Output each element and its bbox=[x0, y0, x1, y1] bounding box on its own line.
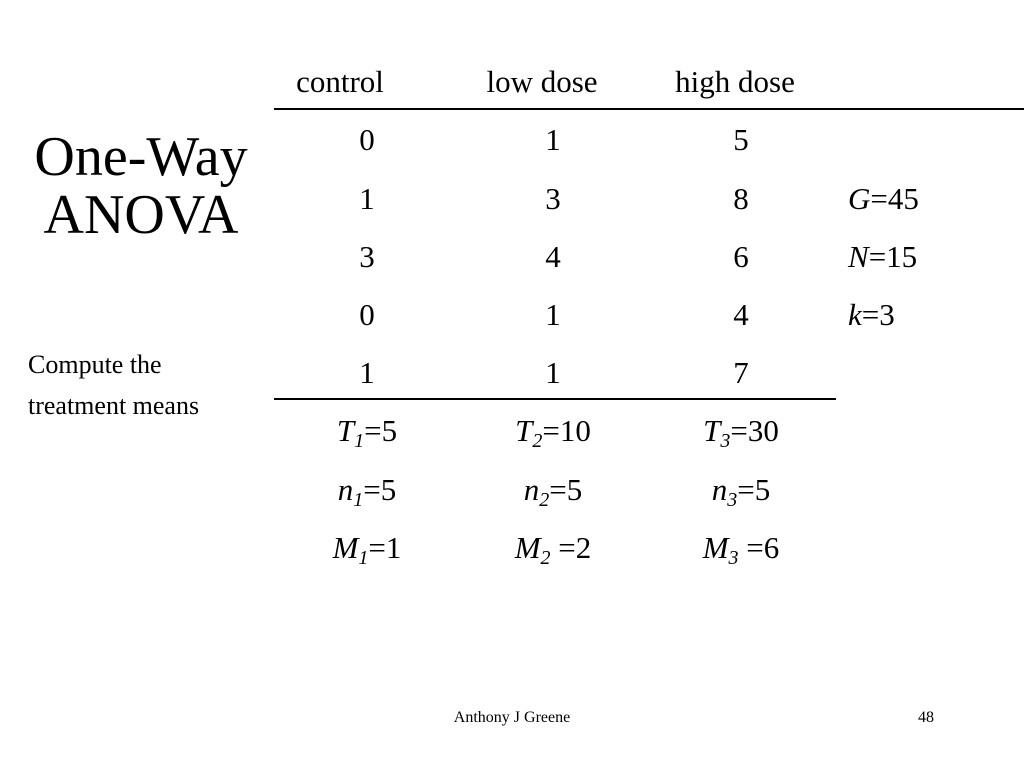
table-cell: 1 bbox=[359, 355, 375, 390]
total-1: $T_1=5$ bbox=[336, 413, 398, 452]
count-1: $n_1=5$ bbox=[337, 472, 397, 511]
table-cell: 7 bbox=[733, 355, 749, 390]
table-cell: 8 bbox=[733, 181, 749, 216]
mean-1: $M_1=1$ bbox=[332, 530, 402, 569]
table-cell: 1 bbox=[545, 297, 561, 332]
total-n-stat: N=15 bbox=[848, 239, 918, 274]
mean-2: $M_2 =2$ bbox=[514, 530, 592, 569]
table-cell: 3 bbox=[545, 181, 561, 216]
table-cell: 4 bbox=[733, 297, 749, 332]
mean-3: $M_3 =6$ bbox=[702, 530, 780, 569]
table-cell: 5 bbox=[733, 122, 749, 157]
table-cell: 0 bbox=[359, 122, 375, 157]
slide-title bbox=[10, 128, 272, 244]
instruction-note bbox=[28, 344, 199, 426]
total-3: $T_3=30$ bbox=[703, 413, 779, 452]
title-line-1: One-Way bbox=[34, 126, 248, 188]
title-line-2: ANOVA bbox=[43, 184, 239, 246]
note-line-2: treatment means bbox=[28, 391, 200, 420]
table-cell: 1 bbox=[545, 122, 561, 157]
totals-divider bbox=[274, 398, 836, 400]
column-header-high-dose: high dose bbox=[675, 64, 795, 99]
note-line-1: Compute the bbox=[28, 350, 162, 379]
count-3: $n_3=5$ bbox=[711, 472, 771, 511]
table-cell: 3 bbox=[359, 239, 375, 274]
page-number: 48 bbox=[918, 709, 934, 726]
column-header-control: control bbox=[296, 64, 384, 99]
total-2: $T_2=10$ bbox=[515, 413, 591, 452]
count-2: $n_2=5$ bbox=[523, 472, 583, 511]
grand-total-stat: G=45 bbox=[848, 181, 919, 216]
table-cell: 1 bbox=[545, 355, 561, 390]
footer-author: Anthony J Greene bbox=[453, 709, 571, 726]
table-cell: 6 bbox=[733, 239, 749, 274]
table-cell: 1 bbox=[359, 181, 375, 216]
header-divider bbox=[274, 108, 1024, 110]
table-cell: 4 bbox=[545, 239, 561, 274]
column-header-low-dose: low dose bbox=[486, 64, 598, 99]
table-cell: 0 bbox=[359, 297, 375, 332]
k-stat: k=3 bbox=[848, 297, 895, 332]
